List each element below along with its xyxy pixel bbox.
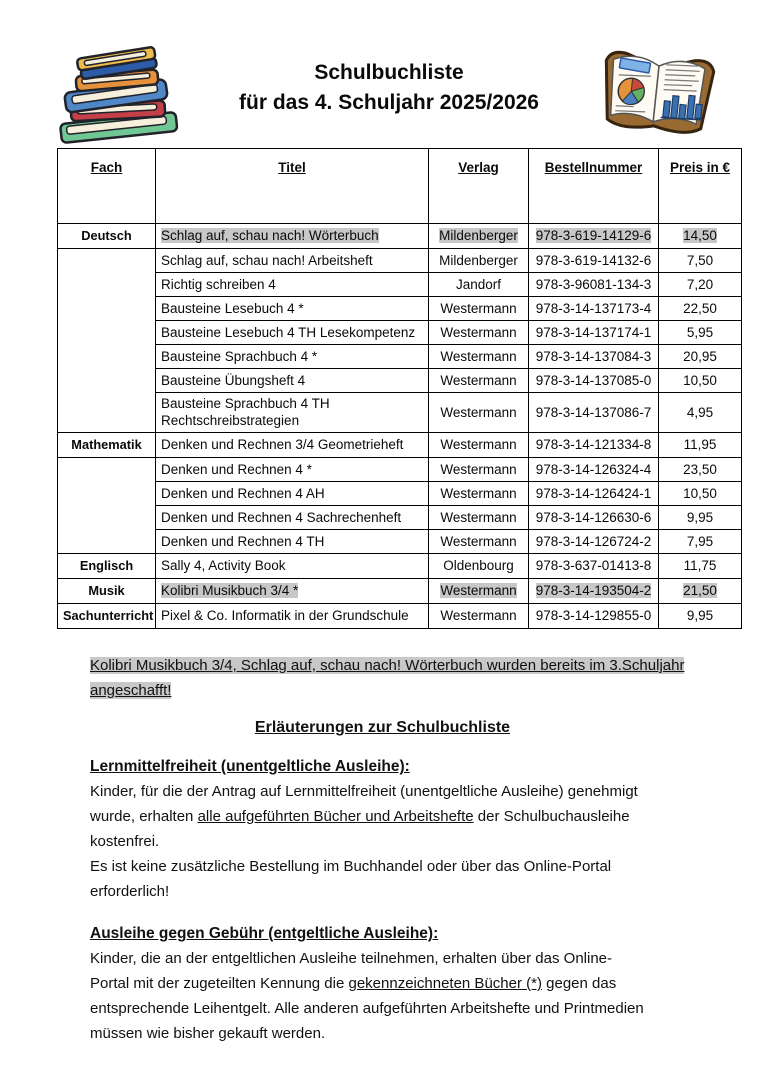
cell-text: Bausteine Sprachbuch 4 * [161,348,318,364]
cell-preis [659,604,742,629]
cell-text: 978-3-14-126724-2 [535,533,652,549]
table-header-row [58,149,742,224]
cell-bestellnummer [529,458,659,482]
cell-bestellnummer [529,554,659,579]
cell-preis [659,321,742,345]
cell-text: Westermann [440,300,517,316]
cell-text: Westermann [440,485,517,501]
cell-text: 21,50 [683,583,717,598]
underlined-text: gekennzeichneten Bücher (*) [348,975,542,992]
cell-preis [659,554,742,579]
cell-text: 978-3-619-14132-6 [535,252,652,268]
cell-text: 7,95 [686,533,714,549]
note-block [90,653,712,703]
cell-text: Kolibri Musikbuch 3/4 * [161,583,299,598]
cell-text: Westermann [440,324,517,340]
open-book-charts-icon [591,44,723,146]
cell-text: 10,50 [683,372,717,388]
cell-bestellnummer [529,249,659,273]
cell-text: 9,95 [686,509,714,525]
table-row [58,297,742,321]
table-row [58,604,742,629]
section-free-loan-heading: Lernmittelfreiheit (unentgeltliche Ausleihe): [90,758,410,775]
section-paid-loan [90,925,675,1046]
header-titel: Titel [156,149,429,224]
cell-verlag [429,393,529,433]
cell-text: 11,95 [683,437,717,452]
cell-bestellnummer [529,506,659,530]
cell-titel [156,482,429,506]
cell-bestellnummer [529,369,659,393]
cell-titel [156,458,429,482]
cell-text: 978-3-14-137086-7 [535,404,652,420]
cell-text: Westermann [440,461,517,477]
cell-text: Schlag auf, schau nach! Arbeitsheft [161,252,373,268]
document-title [187,58,591,118]
table-row [58,433,742,458]
cell-bestellnummer [529,530,659,554]
cell-titel [156,506,429,530]
already-purchased-note: Kolibri Musikbuch 3/4, Schlag auf, schau nach! Wörterbuch wurden bereits im 3.Schuljahr angeschafft! [90,657,685,699]
cell-verlag [429,604,529,629]
schoolbook-table [57,148,742,629]
cell-text: 20,95 [683,348,717,364]
cell-text: 978-3-619-14129-6 [535,228,652,243]
cell-verlag [429,530,529,554]
cell-verlag [429,345,529,369]
cell-fach: Deutsch [58,224,156,249]
cell-text: Westermann [440,509,517,525]
text-segment: Kinder, die an der entgeltlichen Ausleihe teilnehmen, erhalten über das Online-Portal mit der zugeteilten Kennung die [90,950,613,992]
cell-text: Westermann [440,608,517,623]
cell-text: 978-3-14-126630-6 [535,509,652,525]
cell-text: Mildenberger [439,252,518,268]
cell-bestellnummer [529,579,659,604]
cell-text: Westermann [440,437,517,452]
cell-titel [156,530,429,554]
cell-preis [659,224,742,249]
header-verlag: Verlag [429,149,529,224]
cell-text: Bausteine Lesebuch 4 TH Lesekompetenz [161,324,416,340]
cell-fach: Englisch [58,554,156,579]
header-bestellnummer: Bestellnummer [529,149,659,224]
cell-preis [659,579,742,604]
cell-text: 4,95 [686,404,714,420]
table-row [58,345,742,369]
cell-text: 978-3-14-137174-1 [535,324,652,340]
cell-preis [659,433,742,458]
cell-preis [659,530,742,554]
cell-preis [659,249,742,273]
cell-titel [156,273,429,297]
cell-text: 9,95 [686,608,714,623]
cell-text: Westermann [440,533,517,549]
cell-verlag [429,297,529,321]
cell-titel [156,393,429,433]
cell-text: Mildenberger [439,228,518,243]
cell-text: 978-3-14-137084-3 [535,348,652,364]
cell-text: 978-3-14-137173-4 [535,300,652,316]
cell-text: Denken und Rechnen 3/4 Geometrieheft [161,437,404,452]
cell-fach [58,249,156,433]
section-free-loan [90,758,675,904]
table-row [58,321,742,345]
underlined-text: alle aufgeführten Bücher und Arbeitshefte [197,808,474,825]
cell-titel [156,321,429,345]
cell-text: 978-3-14-193504-2 [535,583,652,598]
cell-text: Westermann [440,348,517,364]
cell-preis [659,345,742,369]
cell-text: Schlag auf, schau nach! Wörterbuch [161,228,379,243]
cell-verlag [429,506,529,530]
cell-text: Pixel & Co. Informatik in der Grundschule [161,608,409,623]
cell-verlag [429,321,529,345]
table-row [58,224,742,249]
cell-titel [156,554,429,579]
cell-verlag [429,482,529,506]
cell-bestellnummer [529,321,659,345]
cell-bestellnummer [529,604,659,629]
cell-preis [659,393,742,433]
table-row [58,579,742,604]
cell-text: 11,75 [683,558,717,573]
cell-text: 10,50 [683,485,717,501]
cell-verlag [429,433,529,458]
cell-titel [156,345,429,369]
cell-text: Westermann [440,372,517,388]
cell-verlag [429,224,529,249]
cell-bestellnummer [529,224,659,249]
cell-preis [659,369,742,393]
cell-verlag [429,273,529,297]
cell-titel [156,604,429,629]
table-row [58,273,742,297]
cell-titel [156,224,429,249]
cell-text: Denken und Rechnen 4 TH [161,533,325,549]
table-row [58,530,742,554]
book-stack-icon [55,44,187,146]
cell-text: Denken und Rechnen 4 AH [161,485,325,501]
header-fach: Fach [58,149,156,224]
cell-text: 978-3-14-129855-0 [535,608,652,623]
table-row [58,506,742,530]
cell-text: Westermann [440,583,517,598]
cell-verlag [429,458,529,482]
cell-preis [659,506,742,530]
cell-bestellnummer [529,482,659,506]
cell-preis [659,458,742,482]
table-row [58,482,742,506]
cell-verlag [429,554,529,579]
cell-text: Richtig schreiben 4 [161,276,276,292]
cell-fach [58,458,156,554]
cell-verlag [429,579,529,604]
cell-text: Westermann [440,404,517,420]
cell-preis [659,273,742,297]
table-row [58,393,742,433]
cell-text: 7,50 [686,252,714,268]
title-line-2: für das 4. Schuljahr 2025/2026 [239,91,539,114]
cell-text: Bausteine Lesebuch 4 * [161,300,304,316]
explanations-heading: Erläuterungen zur Schulbuchliste [254,719,511,736]
cell-verlag [429,249,529,273]
cell-titel [156,433,429,458]
cell-bestellnummer [529,345,659,369]
cell-fach: Mathematik [58,433,156,458]
cell-text: 7,20 [686,276,714,292]
cell-text: 23,50 [683,461,717,477]
section-paid-loan-heading: Ausleihe gegen Gebühr (entgeltliche Ausleihe): [90,925,439,942]
cell-text: 978-3-14-126424-1 [535,485,652,501]
text-segment: der Schulbuchausleihe kostenfrei. [90,808,630,850]
text-segment: Es ist keine zusätzliche Bestellung im Buchhandel oder über das Online-Portal erforderlich! [90,858,612,900]
cell-bestellnummer [529,273,659,297]
cell-text: 978-3-14-137085-0 [535,372,652,388]
cell-text: 978-3-14-126324-4 [535,461,652,477]
cell-verlag [429,369,529,393]
cell-bestellnummer [529,393,659,433]
section-free-loan-paragraph-1 [90,779,645,854]
cell-text: 978-3-96081-134-3 [535,276,652,292]
cell-fach: Sachunterricht [58,604,156,629]
table-row [58,458,742,482]
cell-text: Oldenbourg [443,558,514,573]
title-line-1: Schulbuchliste [314,61,464,84]
cell-text: 978-3-14-121334-8 [535,437,652,452]
header-preis: Preis in € [659,149,742,224]
cell-bestellnummer [529,297,659,321]
cell-text: 978-3-637-01413-8 [535,558,652,573]
text-segment: Kinder, für die der Antrag auf Lernmittelfreiheit (unentgeltliche Ausleihe) genehmigt wurde, erhalten [90,783,638,825]
table-row [58,369,742,393]
page-header [0,0,763,146]
cell-text: Denken und Rechnen 4 * [161,461,312,477]
cell-text: 14,50 [683,228,717,243]
cell-titel [156,249,429,273]
cell-text: Bausteine Übungsheft 4 [161,372,306,388]
cell-preis [659,482,742,506]
section-free-loan-paragraph-2 [90,854,645,904]
cell-bestellnummer [529,433,659,458]
cell-titel [156,369,429,393]
cell-preis [659,297,742,321]
cell-text: 5,95 [686,324,714,340]
cell-text: Jandorf [455,276,502,292]
table-body [58,224,742,629]
cell-text: Denken und Rechnen 4 Sachrechenheft [161,509,402,525]
table-row [58,554,742,579]
text-segment: gegen das entsprechende Leihentgelt. Alle anderen aufgeführten Arbeitshefte und Printmedien müssen wie bisher gekauft werden. [90,975,644,1042]
cell-text: 22,50 [683,300,717,316]
cell-titel [156,297,429,321]
cell-text: Sally 4, Activity Book [161,558,286,573]
cell-fach: Musik [58,579,156,604]
cell-titel [156,579,429,604]
section-paid-loan-paragraph-1 [90,946,645,1046]
table-row [58,249,742,273]
cell-text: Bausteine Sprachbuch 4 TH Rechtschreibstrategien [161,396,330,428]
